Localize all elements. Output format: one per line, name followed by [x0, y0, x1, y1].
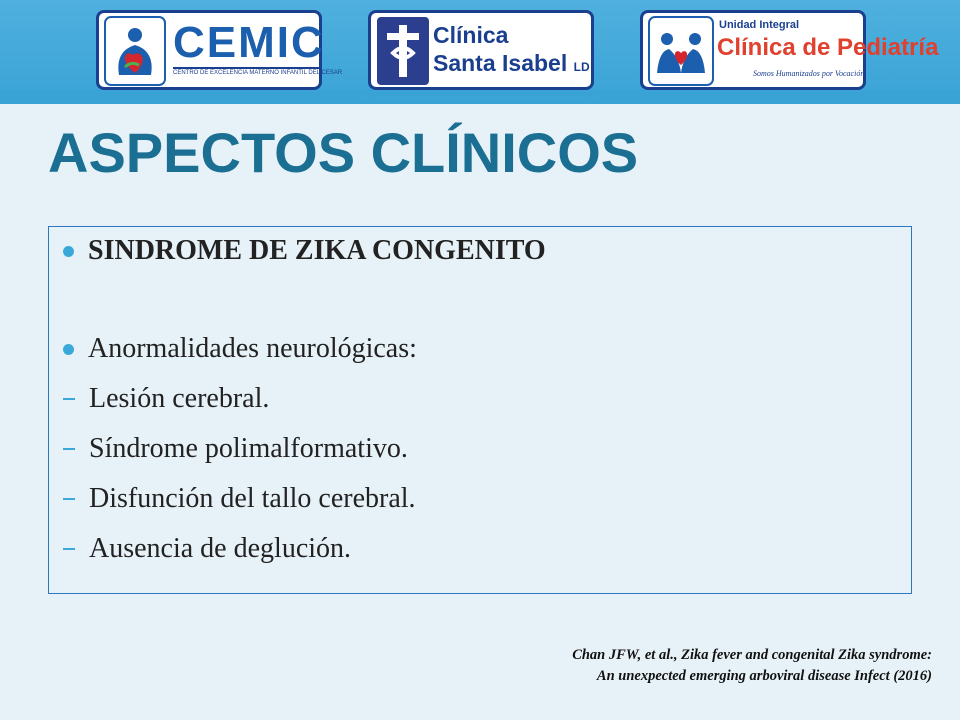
dash-text: Ausencia de deglución. — [89, 533, 352, 564]
dash-icon — [63, 448, 75, 450]
pediatria-wordmark: Clínica de Pediatría — [717, 34, 939, 61]
dash-item — [49, 533, 351, 565]
mother-child-heart-icon — [105, 17, 165, 85]
reference-citation — [572, 645, 932, 687]
bullet-dot-icon — [63, 344, 74, 355]
dash-text: Disfunción del tallo cerebral. — [89, 483, 416, 514]
santa-isabel-wordmark — [433, 21, 590, 81]
slide-title: ASPECTOS CLÍNICOS — [48, 121, 639, 184]
dash-item — [49, 433, 408, 465]
cemic-logo — [96, 10, 343, 90]
reference-line2: An unexpected emerging arboviral disease Infect (2016) — [596, 668, 932, 684]
bullet-text: Anormalidades neurológicas: — [88, 333, 417, 364]
dash-text: Lesión cerebral. — [89, 383, 270, 414]
bullet-item — [49, 333, 417, 365]
pediatria-logo — [640, 10, 939, 90]
dash-icon — [63, 498, 75, 500]
dash-icon — [63, 398, 75, 400]
dash-item — [49, 483, 416, 515]
santa-isabel-logo — [368, 10, 594, 90]
reference-line1: Chan JFW, et al., Zika fever and congenital Zika syndrome: — [572, 647, 932, 663]
santa-isabel-suffix: LD — [573, 60, 590, 74]
santa-isabel-emblem-icon — [377, 17, 429, 85]
pediatria-tagline: Somos Humanizados por Vocación — [753, 69, 865, 78]
cemic-wordmark: CEMIC — [173, 18, 325, 67]
cemic-subtitle: CENTRO DE EXCELENCIA MATERNO INFANTIL DEL CESAR — [173, 67, 319, 76]
dash-text: Síndrome polimalformativo. — [89, 433, 408, 464]
bullet-dot-icon — [63, 246, 74, 257]
dash-item — [49, 383, 269, 415]
content-box — [48, 226, 912, 594]
santa-isabel-name: Santa Isabel — [433, 50, 568, 76]
family-heart-icon — [649, 17, 713, 85]
bullet-item — [49, 235, 546, 267]
dash-icon — [63, 548, 75, 550]
bullet-text: SINDROME DE ZIKA CONGENITO — [88, 235, 546, 266]
santa-isabel-line1: Clínica — [433, 22, 509, 48]
santa-isabel-line2 — [433, 49, 590, 81]
pediatria-top-text: Unidad Integral — [719, 19, 800, 31]
